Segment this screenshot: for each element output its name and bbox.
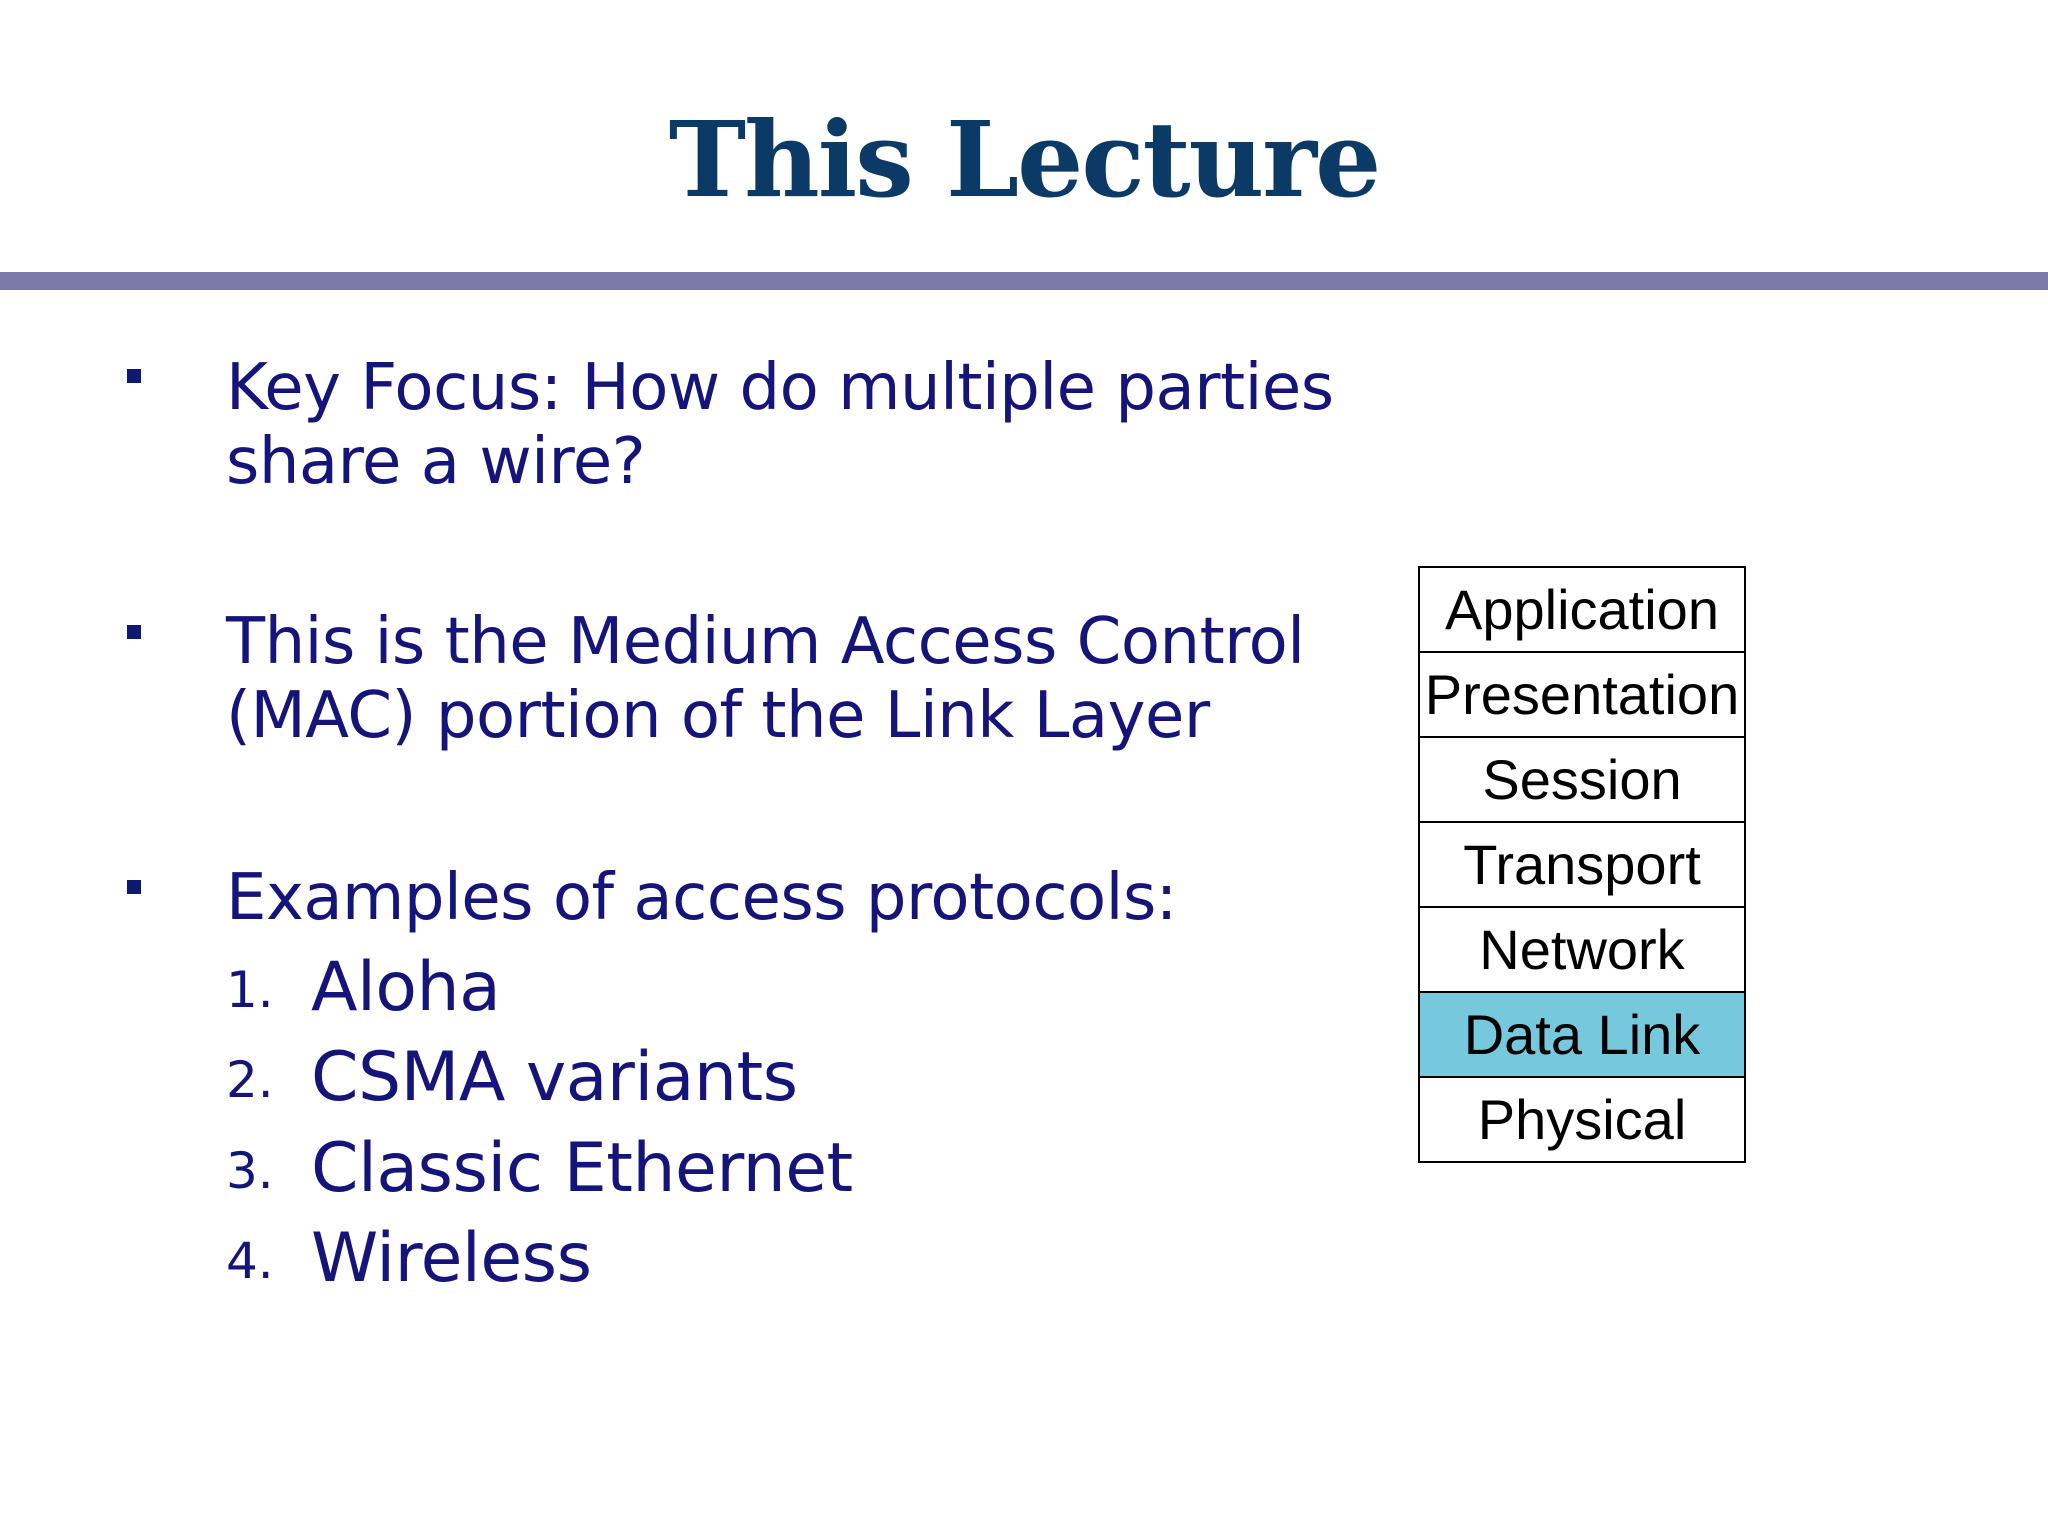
bullet-marker (127, 625, 141, 639)
slide-title: This Lecture (668, 98, 1380, 221)
layer-network: Network (1420, 908, 1744, 993)
layer-presentation: Presentation (1420, 653, 1744, 738)
layer-application: Application (1420, 568, 1744, 653)
list-item-classic-ethernet: Classic Ethernet (311, 1129, 853, 1208)
bullet-marker (127, 369, 141, 383)
list-number: 4. (226, 1232, 274, 1290)
bullet-key-focus: Key Focus: How do multiple parties share a wire? (226, 351, 1334, 499)
osi-layer-stack (1418, 566, 1746, 1163)
bullet-examples: Examples of access protocols: (226, 861, 1177, 935)
list-item-aloha: Aloha (311, 948, 501, 1027)
list-number: 1. (226, 961, 274, 1019)
layer-transport: Transport (1420, 823, 1744, 908)
bullet-marker (127, 880, 141, 894)
layer-session: Session (1420, 738, 1744, 823)
layer-physical: Physical (1420, 1078, 1744, 1163)
title-divider (0, 272, 2048, 290)
list-item-csma: CSMA variants (311, 1038, 798, 1117)
list-number: 2. (226, 1051, 274, 1109)
list-item-wireless: Wireless (311, 1219, 592, 1298)
list-number: 3. (226, 1142, 274, 1200)
layer-data-link: Data Link (1420, 993, 1744, 1078)
bullet-mac-portion: This is the Medium Access Control (MAC) portion of the Link Layer (226, 605, 1305, 753)
